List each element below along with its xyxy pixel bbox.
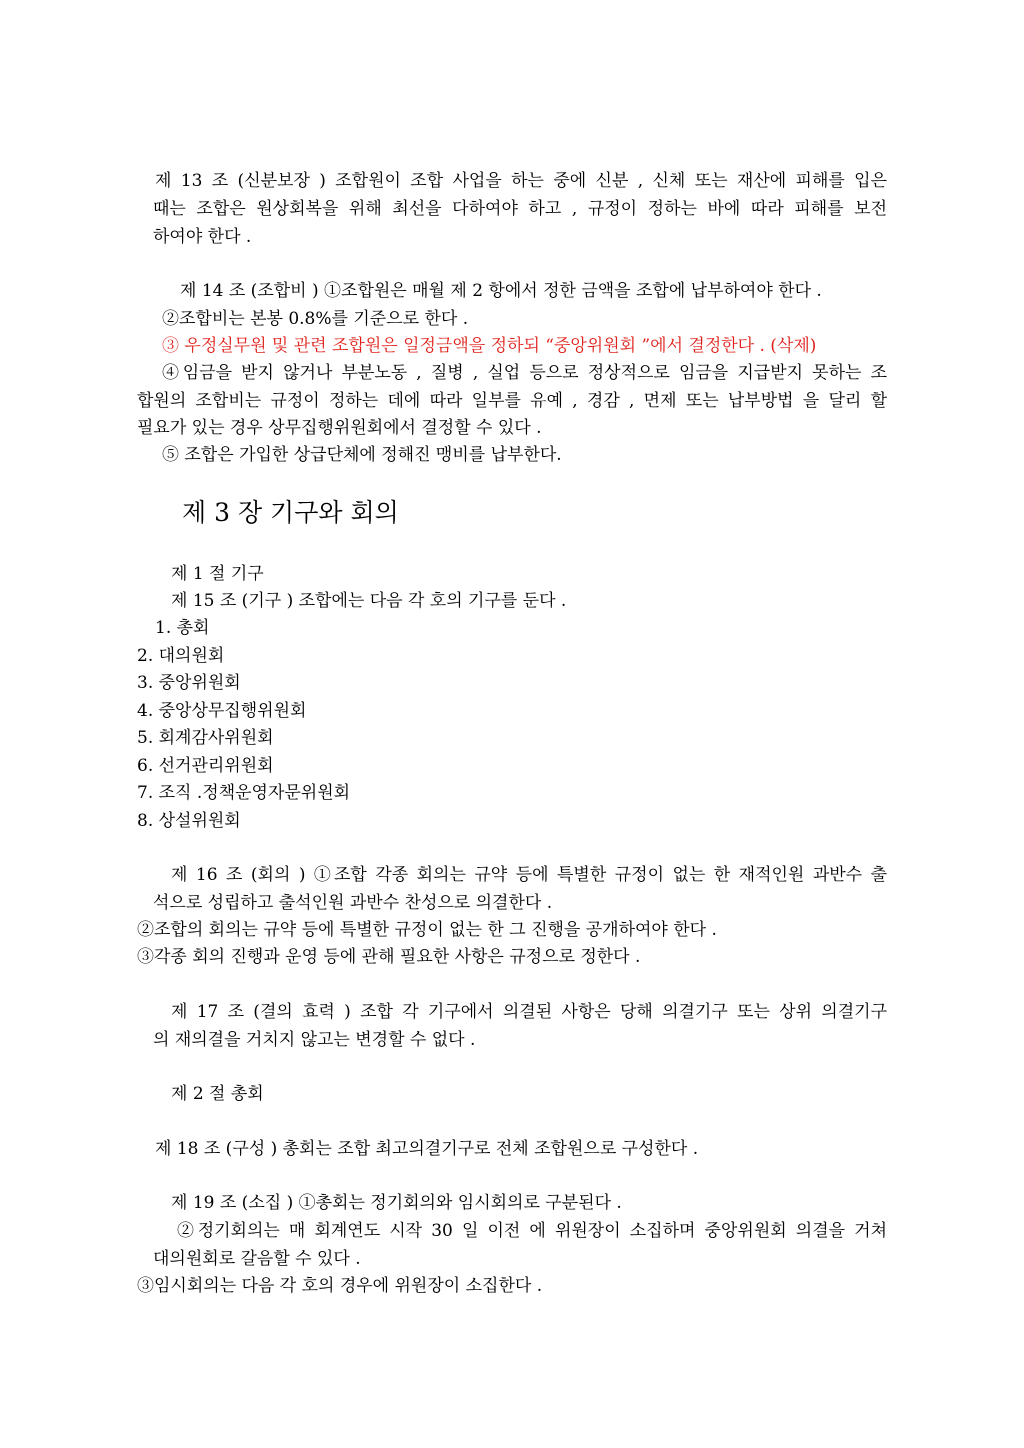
list-item: 5. 회계감사위원회 bbox=[137, 728, 274, 748]
list-item: 3. 중앙위원회 bbox=[137, 673, 241, 693]
art13-line3: 하여야 한다 . bbox=[153, 227, 252, 247]
art15-line1: 제 15 조 (기구 ) 조합에는 다음 각 호의 기구를 둔다 . bbox=[171, 591, 567, 611]
list-item: 8. 상설위원회 bbox=[137, 811, 241, 831]
art19-line3: 대의원회로 갈음할 수 있다 . bbox=[153, 1249, 361, 1269]
art13-line1: 제 13 조 (신분보장 ) 조합원이 조합 사업을 하는 중에 신분 , 신체 또는 재산에 피해를 입은 bbox=[155, 171, 887, 191]
art18-line1: 제 18 조 (구성 ) 총회는 조합 최고의결기구로 전체 조합원으로 구성한다 . bbox=[155, 1139, 699, 1159]
list-item: 4. 중앙상무집행위원회 bbox=[137, 701, 307, 721]
art16-line2: 석으로 성립하고 출석인원 과반수 찬성으로 의결한다 . bbox=[153, 893, 553, 913]
list-item: 2. 대의원회 bbox=[137, 646, 225, 666]
art14-line5: 합원의 조합비는 규정이 정하는 데에 따라 일부를 유예 , 경감 , 면제 또는 납부방법 을 달리 할 bbox=[137, 391, 887, 411]
art17-line1: 제 17 조 (결의 효력 ) 조합 각 기구에서 의결된 사항은 당해 의결기구 또는 상위 의결기구 bbox=[171, 1002, 887, 1022]
art19-line4: ③임시회의는 다음 각 호의 경우에 위원장이 소집한다 . bbox=[137, 1276, 543, 1296]
art13-line2: 때는 조합은 원상회복을 위해 최선을 다하여야 하고 , 규정이 정하는 바에 따라 피해를 보전 bbox=[153, 199, 887, 219]
section-heading: 제 1 절 기구 bbox=[171, 564, 264, 584]
art14-line4: ④임금을 받지 않거나 부분노동 , 질병 , 실업 등으로 정상적으로 임금을 지급받지 못하는 조 bbox=[162, 363, 887, 383]
art14-line3-deleted: ③ 우정실무원 및 관련 조합원은 일정금액을 정하되 “중앙위원회 ”에서 결정한다 . (삭제) bbox=[162, 336, 817, 356]
list-item: 1. 총회 bbox=[155, 618, 210, 638]
list-item: 6. 선거관리위원회 bbox=[137, 756, 274, 776]
art14-line7: ⑤ 조합은 가입한 상급단체에 정해진 맹비를 납부한다. bbox=[162, 445, 562, 465]
art14-line6: 필요가 있는 경우 상무집행위원회에서 결정할 수 있다 . bbox=[137, 418, 542, 438]
art19-line2: ②정기회의는 매 회계연도 시작 30 일 이전 에 위원장이 소집하며 중앙위원회 의결을 거쳐 bbox=[177, 1221, 887, 1241]
list-item: 7. 조직 .정책운영자문위원회 bbox=[137, 783, 351, 803]
chapter-heading: 제 3 장 기구와 회의 bbox=[182, 498, 399, 527]
art19-line1: 제 19 조 (소집 ) ①총회는 정기회의와 임시회의로 구분된다 . bbox=[171, 1193, 622, 1213]
art16-line3: ②조합의 회의는 규약 등에 특별한 규정이 없는 한 그 진행을 공개하여야 한다 . bbox=[137, 920, 717, 940]
art14-line2: ②조합비는 본봉 0.8%를 기준으로 한다 . bbox=[162, 309, 469, 329]
art14-line1: 제 14 조 (조합비 ) ①조합원은 매월 제 2 항에서 정한 금액을 조합에 납부하여야 한다 . bbox=[180, 281, 822, 301]
art17-line2: 의 재의결을 거치지 않고는 변경할 수 없다 . bbox=[153, 1030, 476, 1050]
art16-line4: ③각종 회의 진행과 운영 등에 관해 필요한 사항은 규정으로 정한다 . bbox=[137, 947, 641, 967]
section-heading: 제 2 절 총회 bbox=[171, 1084, 264, 1104]
art16-line1: 제 16 조 (회의 ) ①조합 각종 회의는 규약 등에 특별한 규정이 없는 한 재적인원 과반수 출 bbox=[171, 865, 887, 885]
